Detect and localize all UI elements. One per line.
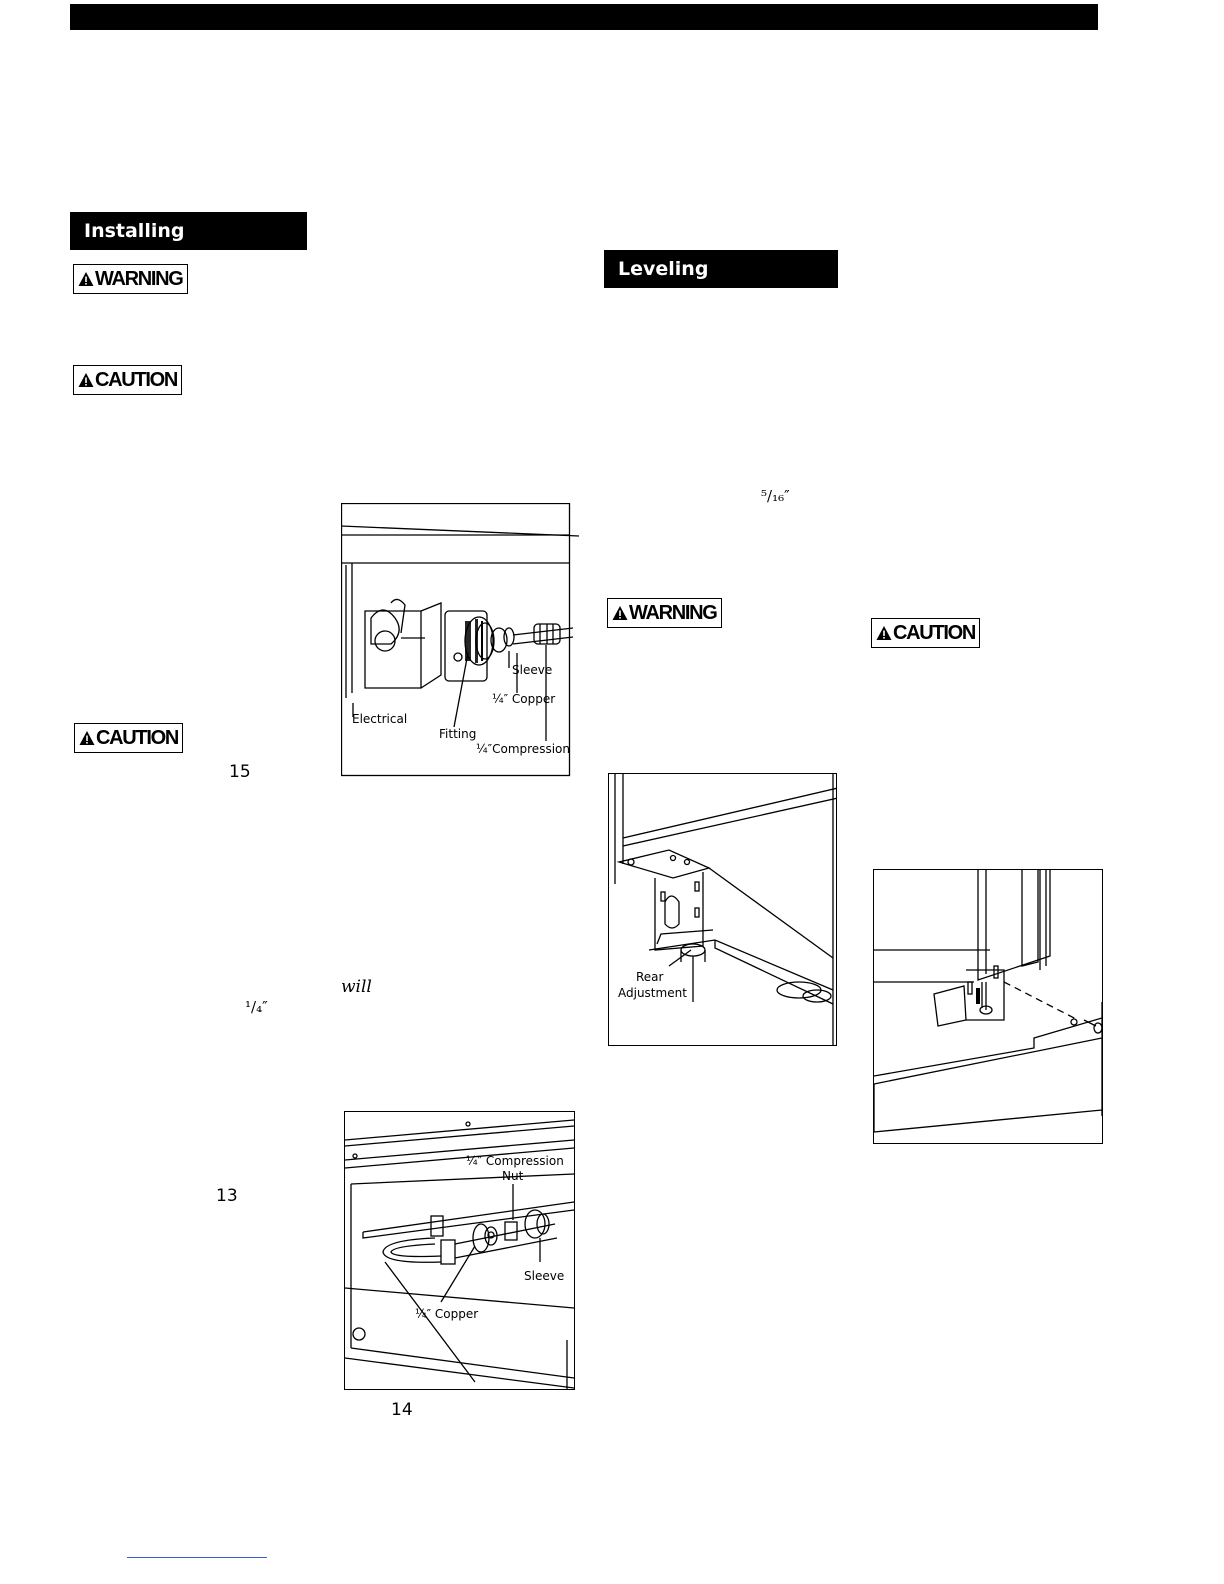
caution-badge: [871, 618, 980, 648]
label-copper: ¼″ Copper: [492, 692, 556, 706]
base-grille-illustration: [874, 870, 1103, 1144]
warning-triangle-icon: [876, 625, 892, 641]
warning-badge-label: WARNING: [629, 602, 717, 624]
label-compression-nut-line2: Nut: [502, 1169, 524, 1183]
rear-adjustment-illustration: [609, 774, 837, 1046]
label-sleeve: Sleeve: [524, 1269, 565, 1283]
section-heading-installing: Installing: [70, 212, 307, 250]
figure-reference-13: 13: [216, 1186, 238, 1206]
figure-rear-adjustment: [608, 773, 837, 1046]
header-bar: [70, 4, 1098, 30]
label-copper: ¼″ Copper: [415, 1307, 479, 1321]
label-compression: ¼″Compression: [476, 742, 570, 756]
caution-badge-label: CAUTION: [96, 727, 179, 749]
warning-triangle-icon: [79, 730, 95, 746]
figure-reference-15: 15: [229, 762, 251, 782]
figure-base-grille: [873, 869, 1103, 1144]
label-electrical: Electrical: [352, 712, 408, 726]
label-sleeve: Sleeve: [512, 663, 553, 677]
warning-badge-label: WARNING: [95, 268, 183, 290]
section-heading-leveling: Leveling: [604, 250, 838, 288]
warning-triangle-icon: [78, 271, 94, 287]
text-fragment-five-sixteenths: ⁵/₁₆″: [761, 487, 790, 505]
footer-link-underline[interactable]: [127, 1557, 267, 1558]
warning-triangle-icon: [78, 372, 94, 388]
text-fragment-quarter-inch: ¹/₄″: [245, 998, 268, 1016]
label-fitting: Fitting: [439, 727, 477, 741]
label-adjustment: Adjustment: [618, 986, 687, 1000]
figure-reference-14: 14: [391, 1400, 413, 1420]
caution-badge-label: CAUTION: [95, 369, 178, 391]
caution-badge: [73, 365, 182, 395]
caution-badge-label: CAUTION: [893, 622, 976, 644]
figure-compression-nut: [344, 1111, 575, 1390]
label-rear: Rear: [636, 970, 664, 984]
figure-water-valve: [341, 503, 581, 778]
caution-badge: [74, 723, 183, 753]
text-fragment-will: will: [341, 977, 372, 997]
warning-badge: [73, 264, 188, 294]
warning-triangle-icon: [612, 605, 628, 621]
label-compression-nut-line1: ¼″ Compression: [466, 1154, 564, 1168]
warning-badge: [607, 598, 722, 628]
